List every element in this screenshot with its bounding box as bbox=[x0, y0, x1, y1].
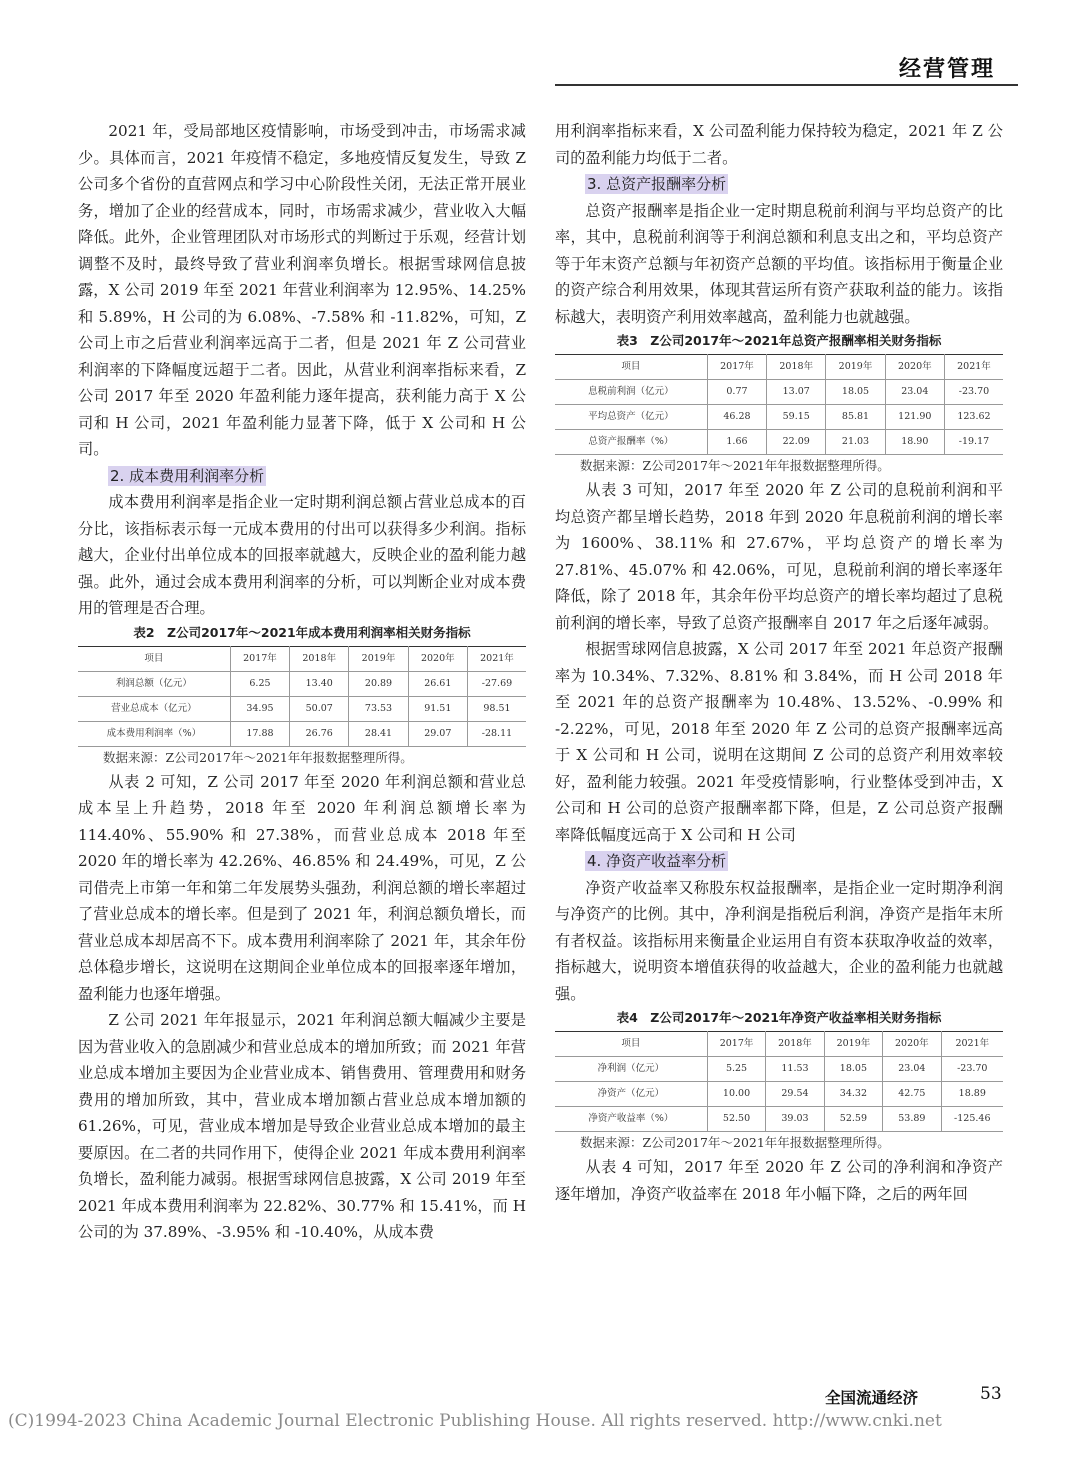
table-header-row: 项目 2017年 2018年 2019年 2020年 2021年 bbox=[555, 1032, 1003, 1057]
table-row: 息税前利润（亿元） 0.77 13.07 18.05 23.04 -23.70 bbox=[555, 380, 1003, 405]
table-row: 成本费用利润率（%） 17.88 26.76 28.41 29.07 -28.11 bbox=[78, 721, 526, 746]
paragraph: 从表 4 可知，2017 年至 2020 年 Z 公司的净利润和净资产逐年增加，净资产收益率在 2018 年小幅下降，之后的两年回 bbox=[555, 1158, 1003, 1203]
table-3 bbox=[555, 354, 1003, 455]
copyright-notice: (C)1994-2023 China Academic Journal Electronic Publishing House. All rights reserved. http://www.cnki.net bbox=[8, 1411, 942, 1431]
left-column bbox=[78, 118, 526, 1246]
page-number: 53 bbox=[980, 1384, 1002, 1404]
table-4-caption: 表4 Z公司2017年～2021年净资产收益率相关财务指标 bbox=[616, 1010, 942, 1025]
paragraph: 根据雪球网信息披露，X 公司 2017 年至 2021 年总资产报酬率为 10.34%、7.32%、8.81% 和 3.84%，而 H 公司 2018 年至 2021 年的总资产报酬率为 10.48%、13.52%、-0.99% 和 -2.22%，可见，2018 年至 2020 年 Z 公司的总资产报酬率远高于 X 公司和 H 公司，说明在这期间 Z 公司的总资产利用效率较好，盈利能力较强。2021 年受疫情影响，行业整体受到冲击，X 公司和 H 公司的总资产报酬率都下降，但是，Z 公司总资产报酬率降低幅度远高于 X 公司和 H 公司 bbox=[555, 640, 1003, 844]
paragraph: 净资产收益率又称股东权益报酬率，是指企业一定时期净利润与净资产的比例。其中，净利润是指税后利润，净资产是指年末所有者权益。该指标用来衡量企业运用自有资本获取净收益的效率，指标越大，说明资本增值获得的收益越大，企业的盈利能力也就越强。 bbox=[555, 878, 1003, 1003]
table-4 bbox=[555, 1031, 1003, 1132]
table-row: 净利润（亿元） 5.25 11.53 18.05 23.04 -23.70 bbox=[555, 1057, 1003, 1082]
paragraph: 总资产报酬率是指企业一定时期息税前利润与平均总资产的比率，其中，息税前利润等于利润总额和利息支出之和，平均总资产等于年末资产总额与年初资产总额的平均值。该指标用于衡量企业的资产综合利用效果，体现其营运所有资产获取利益的能力。该指标越大，表明资产利用效率越高，盈利能力也就越强。 bbox=[555, 201, 1003, 326]
table-row: 利润总额（亿元） 6.25 13.40 20.89 26.61 -27.69 bbox=[78, 671, 526, 696]
table-3-caption: 表3 Z公司2017年～2021年总资产报酬率相关财务指标 bbox=[616, 333, 942, 348]
header-rule bbox=[555, 84, 1018, 86]
table-row: 净资产（亿元） 10.00 29.54 34.32 42.75 18.89 bbox=[555, 1082, 1003, 1107]
section-heading-2: 2. 成本费用利润率分析 bbox=[110, 466, 265, 485]
table-header-row: 项目 2017年 2018年 2019年 2020年 2021年 bbox=[555, 355, 1003, 380]
paragraph: 成本费用利润率是指企业一定时期利润总额占营业总成本的百分比，该指标表示每一元成本费用的付出可以获得多少利润。指标越大，企业付出单位成本的回报率就越大，反映企业的盈利能力越强。此外，通过会成本费用利润率的分析，可以判断企业对成本费用的管理是否合理。 bbox=[78, 493, 526, 617]
section-header: 经营管理 bbox=[898, 57, 995, 82]
paragraph: 2021 年，受局部地区疫情影响，市场受到冲击，市场需求减少。具体而言，2021 年疫情不稳定，多地疫情反复发生，导致 Z 公司多个省份的直营网点和学习中心阶段性关闭，无法正常开展业务，增加了企业的经营成本，同时，市场需求减少，营业收入大幅降低。此外，企业管理团队对市场形式的判断过于乐观，经营计划调整不及时，最终导致了营业利润率负增长。根据雪球网信息披露，X 公司 2019 年至 2021 年营业利润率为 12.95%、14.25% 和 5.89%，H 公司的为 6.08%、-7.58% 和 -11.82%，可知，Z 公司上市之后营业利润率远高于二者，但是 2021 年 Z 公司营业利润率的下降幅度远超于二者。因此，从营业利润率指标来看，Z 公司 2017 年至 2020 年盈利能力逐年提高，获利能力高于 X 公司和 H 公司，2021 年盈利能力显著下降，低于 X 公司和 H 公司。 bbox=[78, 122, 526, 458]
table-4-source: 数据来源：Z公司2017年～2021年年报数据整理所得。 bbox=[580, 1135, 890, 1150]
paragraph: 用利润率指标来看，X 公司盈利能力保持较为稳定，2021 年 Z 公司的盈利能力均低于二者。 bbox=[555, 122, 1003, 167]
paragraph: Z 公司 2021 年年报显示，2021 年利润总额大幅减少主要是因为营业收入的急剧减少和营业总成本的增加所致；而 2021 年营业总成本增加主要因为企业营业成本、销售费用、管理费用和财务费用的增加所致，其中，营业成本增加额占营业总成本增加额的 61.26%，可见，营业成本增加是导致企业营业总成本增加的最主要原因。在二者的共同作用下，使得企业 2021 年成本费用利润率负增长，盈利能力减弱。根据雪球网信息披露，X 公司 2019 年至 2021 年成本费用利润率为 22.82%、30.77% 和 15.41%，而 H 公司的为 37.89%、-3.95% 和 -10.40%，从成本费 bbox=[78, 1011, 526, 1241]
paragraph: 从表 3 可知，2017 年至 2020 年 Z 公司的息税前利润和平均总资产都呈增长趋势，2018 年到 2020 年息税前利润的增长率为 1600%、38.11% 和 27.67%，平均总资产的增长率为 27.81%、45.07% 和 42.06%，可见，息税前利润的增长率逐年降低，除了 2018 年，其余年份平均总资产的增长率均超过了息税前利润的增长率，导致了总资产报酬率自 2017 年之后逐年减弱。 bbox=[555, 481, 1003, 632]
table-row: 净资产收益率（%） 52.50 39.03 52.59 53.89 -125.46 bbox=[555, 1107, 1003, 1132]
table-row: 平均总资产（亿元） 46.28 59.15 85.81 121.90 123.62 bbox=[555, 405, 1003, 430]
table-2 bbox=[78, 646, 526, 747]
table-row: 总资产报酬率（%） 1.66 22.09 21.03 18.90 -19.17 bbox=[555, 430, 1003, 455]
table-header-row: 项目 2017年 2018年 2019年 2020年 2021年 bbox=[78, 646, 526, 671]
table-2-source: 数据来源：Z公司2017年～2021年年报数据整理所得。 bbox=[103, 749, 413, 765]
paragraph: 从表 2 可知，Z 公司 2017 年至 2020 年利润总额和营业总成本呈上升趋势，2018 年至 2020 年利润总额增长率为 114.40%、55.90% 和 27.38%，而营业总成本 2018 年至 2020 年的增长率为 42.26%、46.85% 和 24.49%，可见，Z 公司借壳上市第一年和第二年发展势头强劲，利润总额的增长率超过了营业总成本的增长率。但是到了 2021 年，利润总额负增长，而营业总成本却居高不下。成本费用利润率除了 2021 年，其余年份总体稳步增长，这说明在这期间企业单位成本的回报率逐年增加，盈利能力也逐年增强。 bbox=[78, 772, 526, 1003]
section-heading-4: 4. 净资产收益率分析 bbox=[587, 852, 727, 870]
journal-name: 全国流通经济 bbox=[825, 1389, 919, 1407]
table-row: 营业总成本（亿元） 34.95 50.07 73.53 91.51 98.51 bbox=[78, 696, 526, 721]
section-heading-3: 3. 总资产报酬率分析 bbox=[587, 175, 727, 193]
table-2-caption: 表2 Z公司2017年～2021年成本费用利润率相关财务指标 bbox=[133, 624, 471, 640]
table-3-source: 数据来源：Z公司2017年～2021年年报数据整理所得。 bbox=[580, 458, 890, 473]
right-column bbox=[555, 118, 1003, 1207]
